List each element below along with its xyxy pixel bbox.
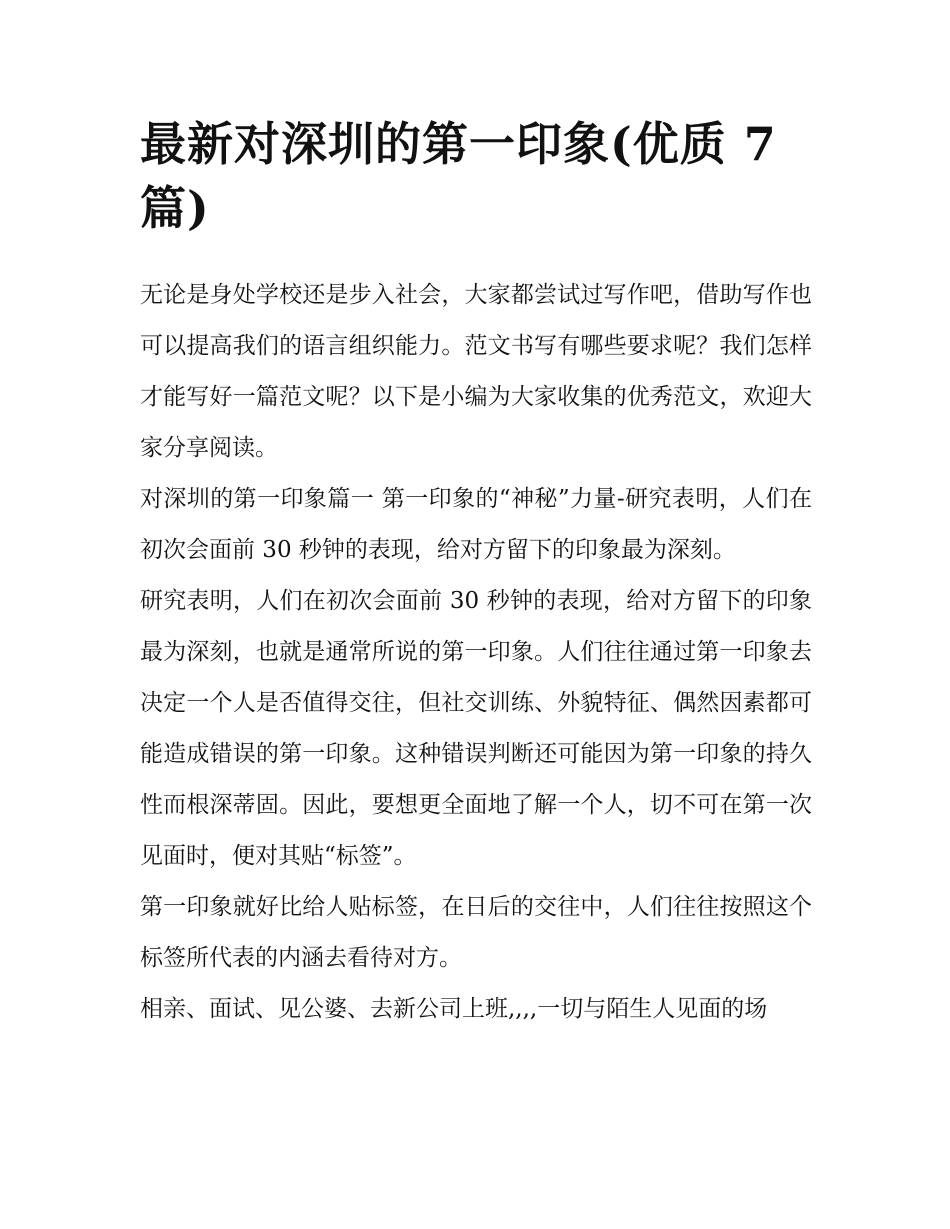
document-body xyxy=(140,270,812,1035)
paragraph-intro: 无论是身处学校还是步入社会，大家都尝试过写作吧，借助写作也可以提高我们的语言组织能力。范文书写有哪些要求呢？我们怎样才能写好一篇范文呢？以下是小编为大家收集的优秀范文，欢迎大家分享阅读。 xyxy=(140,282,812,461)
paragraph-occasions: 相亲、面试、见公婆、去新公司上班,,,,一切与陌生人见面的场 xyxy=(140,996,768,1022)
document-content xyxy=(140,112,812,1035)
paragraph-label-analogy: 第一印象就好比给人贴标签，在日后的交往中，人们往往按照这个标签所代表的内涵去看待对方。 xyxy=(140,894,812,971)
paragraph-section-one-heading: 对深圳的第一印象篇一 第一印象的“神秘”力量-研究表明，人们在初次会面前 30 秒钟的表现，给对方留下的印象最为深刻。 xyxy=(140,486,812,563)
paragraph-research: 研究表明，人们在初次会面前 30 秒钟的表现，给对方留下的印象最为深刻，也就是通常所说的第一印象。人们往往通过第一印象去决定一个人是否值得交往，但社交训练、外貌特征、偶然因素都可能造成错误的第一印象。这种错误判断还可能因为第一印象的持久性而根深蒂固。因此，要想更全面地了解一个人，切不可在第一次见面时，便对其贴“标签”。 xyxy=(140,588,812,869)
document-title: 最新对深圳的第一印象(优质 7 篇) xyxy=(140,117,777,235)
